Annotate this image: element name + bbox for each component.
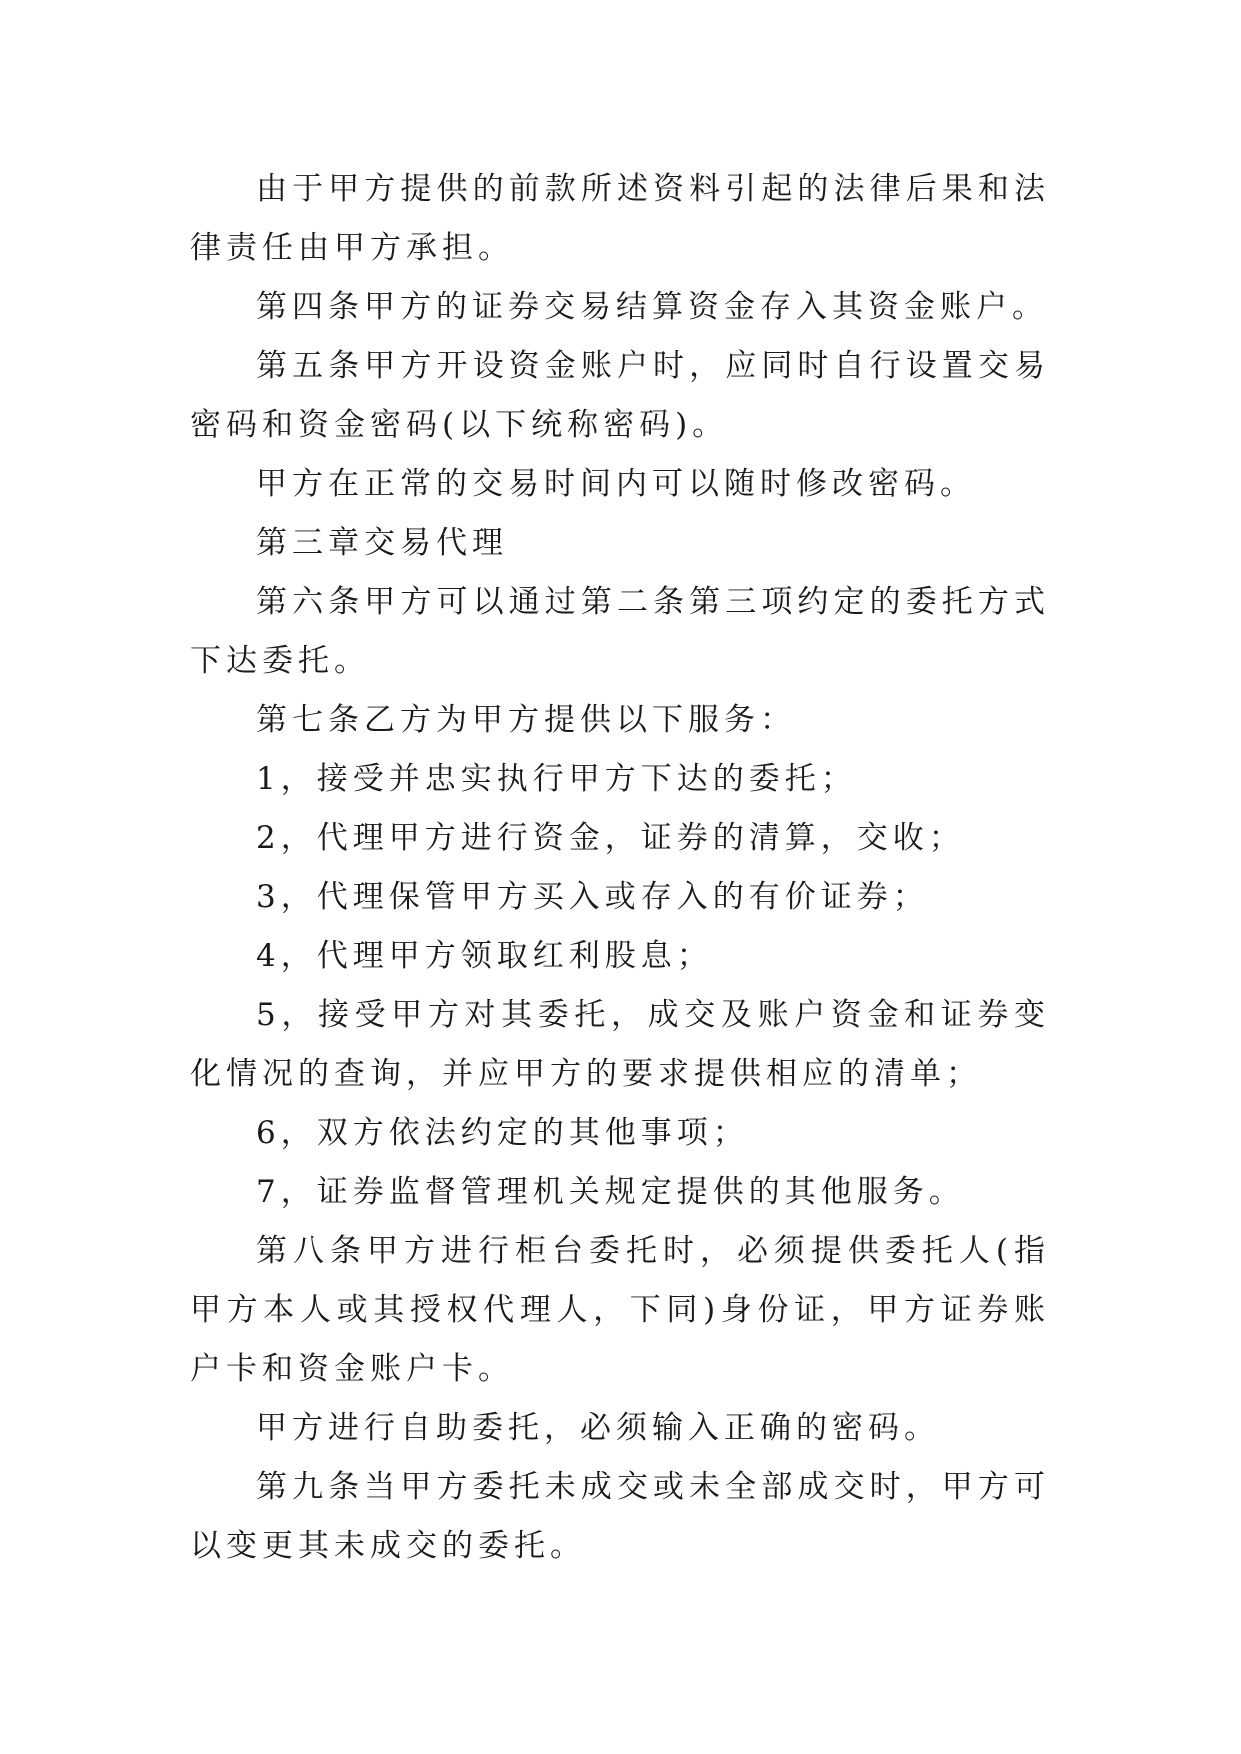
chapter-heading: 第三章交易代理 [256, 525, 508, 561]
list-item-2: 2，代理甲方进行资金，证券的清算，交收； [256, 820, 965, 856]
paragraph-article-7: 第七条乙方为甲方提供以下服务： [256, 702, 796, 738]
paragraph-article-6: 第六条甲方可以通过第二条第三项约定的委托方式下达委托。 [190, 584, 1050, 679]
paragraph-liability: 由于甲方提供的前款所述资料引起的法律后果和法律责任由甲方承担。 [190, 171, 1050, 266]
list-item-6: 6，双方依法约定的其他事项； [256, 1115, 749, 1151]
list-item-1: 1，接受并忠实执行甲方下达的委托； [256, 761, 857, 797]
list-item-7: 7，证券监督管理机关规定提供的其他服务。 [256, 1174, 965, 1210]
list-item-5: 5，接受甲方对其委托，成交及账户资金和证券变化情况的查询，并应甲方的要求提供相应的清单； [190, 997, 1050, 1092]
paragraph-self-service: 甲方进行自助委托，必须输入正确的密码。 [256, 1410, 940, 1446]
list-item-3: 3，代理保管甲方买入或存入的有价证券； [256, 879, 929, 915]
paragraph-article-4: 第四条甲方的证券交易结算资金存入其资金账户。 [256, 289, 1048, 325]
list-item-4: 4，代理甲方领取红利股息； [256, 938, 713, 974]
paragraph-article-9: 第九条当甲方委托未成交或未全部成交时，甲方可以变更其未成交的委托。 [190, 1469, 1050, 1564]
paragraph-article-8: 第八条甲方进行柜台委托时，必须提供委托人(指甲方本人或其授权代理人，下同)身份证，甲方证券账户卡和资金账户卡。 [190, 1233, 1050, 1387]
paragraph-article-5: 第五条甲方开设资金账户时，应同时自行设置交易密码和资金密码(以下统称密码)。 [190, 348, 1050, 443]
paragraph-password-change: 甲方在正常的交易时间内可以随时修改密码。 [256, 466, 976, 502]
document-body [190, 160, 1050, 1576]
